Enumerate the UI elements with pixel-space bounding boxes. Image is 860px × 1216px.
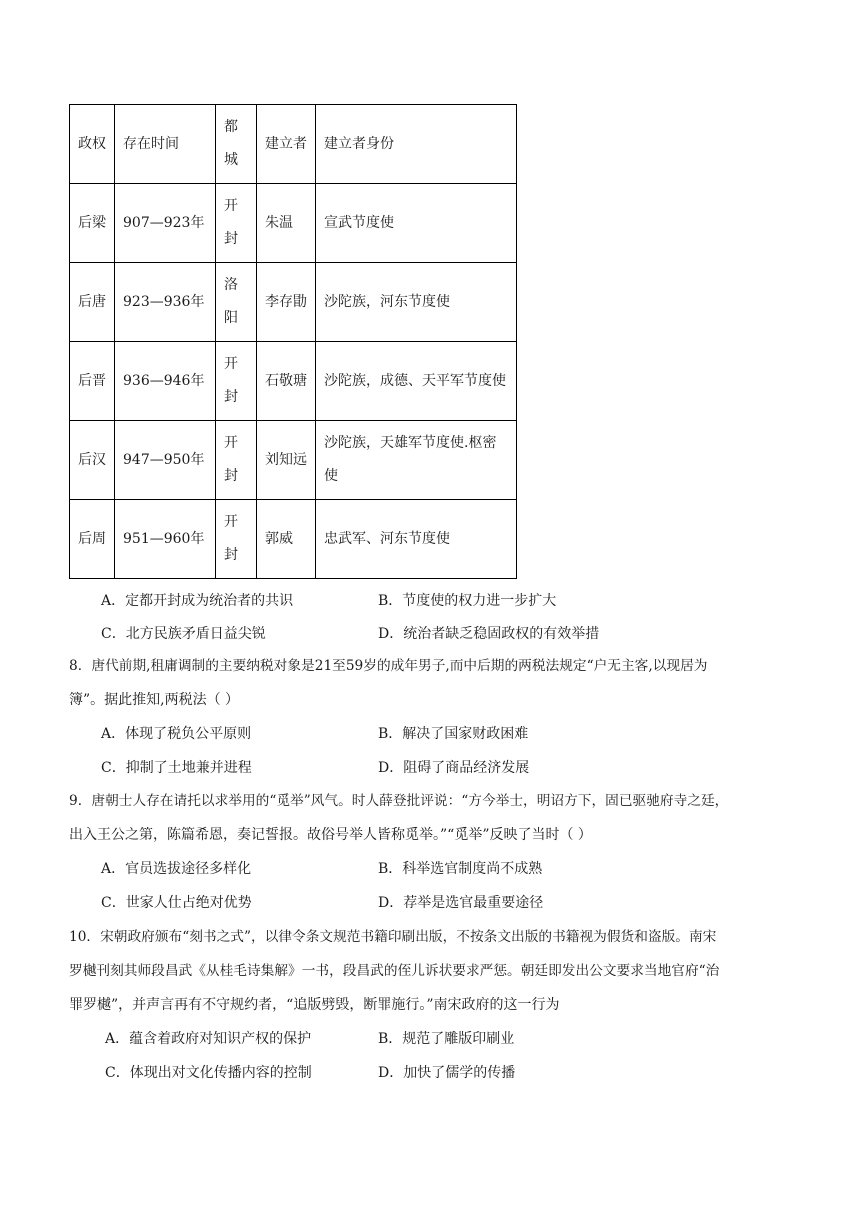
q10-stem-line-1: 10．宋朝政府颁布“刻书之式”，以律令条文规范书籍印刷出版，不按条文出版的书籍视为假货和盗版。南宋 xyxy=(69,929,717,945)
q8-stem-line-1: 8．唐代前期,租庸调制的主要纳税对象是21至59岁的成年男子,而中后期的两税法规定“户无主客,以现居为 xyxy=(69,658,708,674)
q8-option-d: D．阻碍了商品经济发展 xyxy=(378,760,530,776)
q8-option-c: C．抑制了土地兼并进程 xyxy=(101,760,252,776)
q9-stem-line-1: 9．唐朝士人存在请托以求举用的“觅举”风气。时人薛登批评说：“方今举士，明诏方下，固已驱驰府寺之廷， xyxy=(69,793,729,809)
table-cell: 都城 xyxy=(216,105,257,184)
table-cell: 沙陀族，成德、天平军节度使 xyxy=(316,342,517,421)
dynasty-table xyxy=(69,104,517,579)
q10-stem-line-2: 罗樾刊刻其师段昌武《从桂毛诗集解》一书，段昌武的侄儿诉状要求严惩。朝廷即发出公文要求当地官府“治 xyxy=(69,963,720,979)
q7-option-a: A．定都开封成为统治者的共识 xyxy=(101,593,294,609)
table-cell: 开封 xyxy=(216,500,257,579)
q10-option-a: A．蕴含着政府对知识产权的保护 xyxy=(105,1031,312,1047)
table-row xyxy=(70,342,517,421)
table-cell: 刘知远 xyxy=(257,421,316,500)
q9-option-c: C．世家人仕占绝对优势 xyxy=(101,895,252,911)
q10-option-c: C．体现出对文化传播内容的控制 xyxy=(105,1065,312,1081)
table-cell: 后晋 xyxy=(70,342,115,421)
table-cell: 郭威 xyxy=(257,500,316,579)
q8-option-b: B．解决了国家财政困难 xyxy=(378,726,529,742)
table-cell: 后周 xyxy=(70,500,115,579)
table-cell: 后梁 xyxy=(70,184,115,263)
table-cell: 沙陀族，天雄军节度使.枢密使 xyxy=(316,421,517,500)
q9-option-d: D．荐举是选官最重要途径 xyxy=(378,895,544,911)
table-cell: 947—950年 xyxy=(115,421,216,500)
q8-option-a: A．体现了税负公平原则 xyxy=(101,726,252,742)
q10-option-b: B．规范了雕版印刷业 xyxy=(378,1031,515,1047)
q9-option-b: B．科举选官制度尚不成熟 xyxy=(378,861,543,877)
table-cell: 后汉 xyxy=(70,421,115,500)
q8-stem-line-2: 簿”。据此推知,两税法（ ） xyxy=(69,692,240,708)
table-row xyxy=(70,263,517,342)
q7-option-d: D．统治者缺乏稳固政权的有效举措 xyxy=(378,626,600,642)
table-cell: 存在时间 xyxy=(115,105,216,184)
table-cell: 923—936年 xyxy=(115,263,216,342)
table-cell: 政权 xyxy=(70,105,115,184)
table-row xyxy=(70,500,517,579)
table-cell: 建立者身份 xyxy=(316,105,517,184)
table-cell: 沙陀族，河东节度使 xyxy=(316,263,517,342)
q7-option-b: B．节度使的权力进一步扩大 xyxy=(378,593,557,609)
q7-option-c: C．北方民族矛盾日益尖锐 xyxy=(101,626,266,642)
table-cell: 开封 xyxy=(216,342,257,421)
table-cell: 后唐 xyxy=(70,263,115,342)
table-cell: 石敬瑭 xyxy=(257,342,316,421)
table-cell: 907—923年 xyxy=(115,184,216,263)
table-cell: 忠武军、河东节度使 xyxy=(316,500,517,579)
table-cell: 李存勖 xyxy=(257,263,316,342)
table-cell: 951—960年 xyxy=(115,500,216,579)
table-cell: 936—946年 xyxy=(115,342,216,421)
table-cell: 朱温 xyxy=(257,184,316,263)
q9-stem-line-2: 出入王公之第，陈篇希恩，奏记誓报。故俗号举人皆称觅举。”“觅举”反映了当时（ ） xyxy=(69,827,592,843)
table-cell: 开封 xyxy=(216,184,257,263)
table-row xyxy=(70,421,517,500)
q9-option-a: A．官员选拔途径多样化 xyxy=(101,861,252,877)
q10-stem-line-3: 罪罗樾”，并声言再有不守规约者，“追版劈毁，断罪施行。”南宋政府的这一行为 xyxy=(69,997,560,1013)
table-row xyxy=(70,184,517,263)
table-cell: 宣武节度使 xyxy=(316,184,517,263)
table-row xyxy=(70,105,517,184)
table-cell: 建立者 xyxy=(257,105,316,184)
table-cell: 洛阳 xyxy=(216,263,257,342)
table-cell: 开封 xyxy=(216,421,257,500)
q10-option-d: D．加快了儒学的传播 xyxy=(378,1065,516,1081)
